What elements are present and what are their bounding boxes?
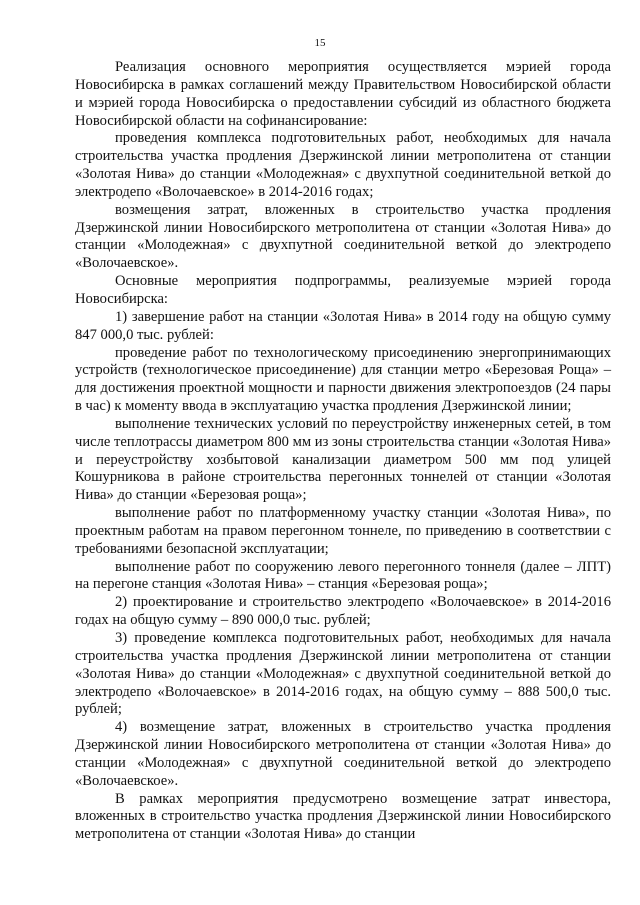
paragraph-item-1: 1) завершение работ на станции «Золотая Нива» в 2014 году на общую сумму 847 000,0 тыс. рублей: — [75, 308, 611, 343]
paragraph-platform-works: выполнение работ по платформенному участку станции «Золотая Нива», по проектным работам на правом перегонном тоннеле, по приведению в соответствии с требованиями безопасной эксплуатации; — [75, 505, 611, 557]
paragraph-item-4: 4) возмещение затрат, вложенных в строительство участка продления Дзержинской линии Новосибирского метрополитена от станции «Золотая Нива» до станции «Молодежная» с двухпутной соединительной веткой до электродепо «Волочаевское». — [75, 719, 611, 789]
paragraph-tech-conditions: выполнение технических условий по переустройству инженерных сетей, в том числе теплотрассы диаметром 800 мм из зоны строительства станции «Золотая Нива» и переустройству хозбытовой канализации диаметром 500 мм под улицей Кошурникова в районе строительства перегонных тоннелей от станции «Золотая Нива» до станции «Березовая роща»; — [75, 415, 611, 504]
document-body — [75, 59, 611, 844]
paragraph-tech-connection: проведение работ по технологическому присоединению энергопринимающих устройств (технологическое присоединение) для станции метро «Березовая Роща» – для достижения проектной мощности и парности движения электропоездов (24 пары в час) к моменту ввода в эксплуатацию участка продления Дзержинской линии; — [75, 344, 611, 415]
paragraph-item-3: 3) проведение комплекса подготовительных работ, необходимых для начала строительства участка продления Дзержинской линии метрополитена от станции «Золотая Нива» до станции «Молодежная» с двухпутной соединительной веткой до электродепо «Волочаевское» в 2014-2016 годах, на общую сумму – 888 500,0 тыс. рублей; — [75, 630, 611, 718]
paragraph-investor-reimbursement: В рамках мероприятия предусмотрено возмещение затрат инвестора, вложенных в строительство участка продления Дзержинской линии Новосибирского метрополитена от станции «Золотая Нива» до станции — [75, 790, 611, 843]
paragraph-implementation-intro: Реализация основного мероприятия осуществляется мэрией города Новосибирска в рамках соглашений между Правительством Новосибирской области и мэрией города Новосибирска о предоставлении субсидий из областного бюджета Новосибирской области на софинансирование: — [75, 59, 611, 129]
paragraph-main-activities: Основные мероприятия подпрограммы, реализуемые мэрией города Новосибирска: — [75, 273, 611, 307]
paragraph-left-tunnel: выполнение работ по сооружению левого перегонного тоннеля (далее – ЛПТ) на перегоне станция «Золотая Нива» – станция «Березовая роща»; — [75, 558, 611, 593]
paragraph-cost-reimbursement: возмещения затрат, вложенных в строительство участка продления Дзержинской линии Новосибирского метрополитена от станции «Золотая Нива» до станции «Молодежная» с двухпутной соединительной веткой до электродепо «Волочаевское». — [75, 201, 611, 272]
paragraph-preparatory-works: проведения комплекса подготовительных работ, необходимых для начала строительства участка продления Дзержинской линии метрополитена от станции «Золотая Нива» до станции «Молодежная» с двухпутной соединительной веткой до электродепо «Волочаевское» в 2014-2016 годах; — [75, 130, 611, 200]
paragraph-item-2: 2) проектирование и строительство электродепо «Волочаевское» в 2014-2016 годах на общую сумму – 890 000,0 тыс. рублей; — [75, 594, 611, 629]
page-number: 15 — [314, 37, 326, 49]
